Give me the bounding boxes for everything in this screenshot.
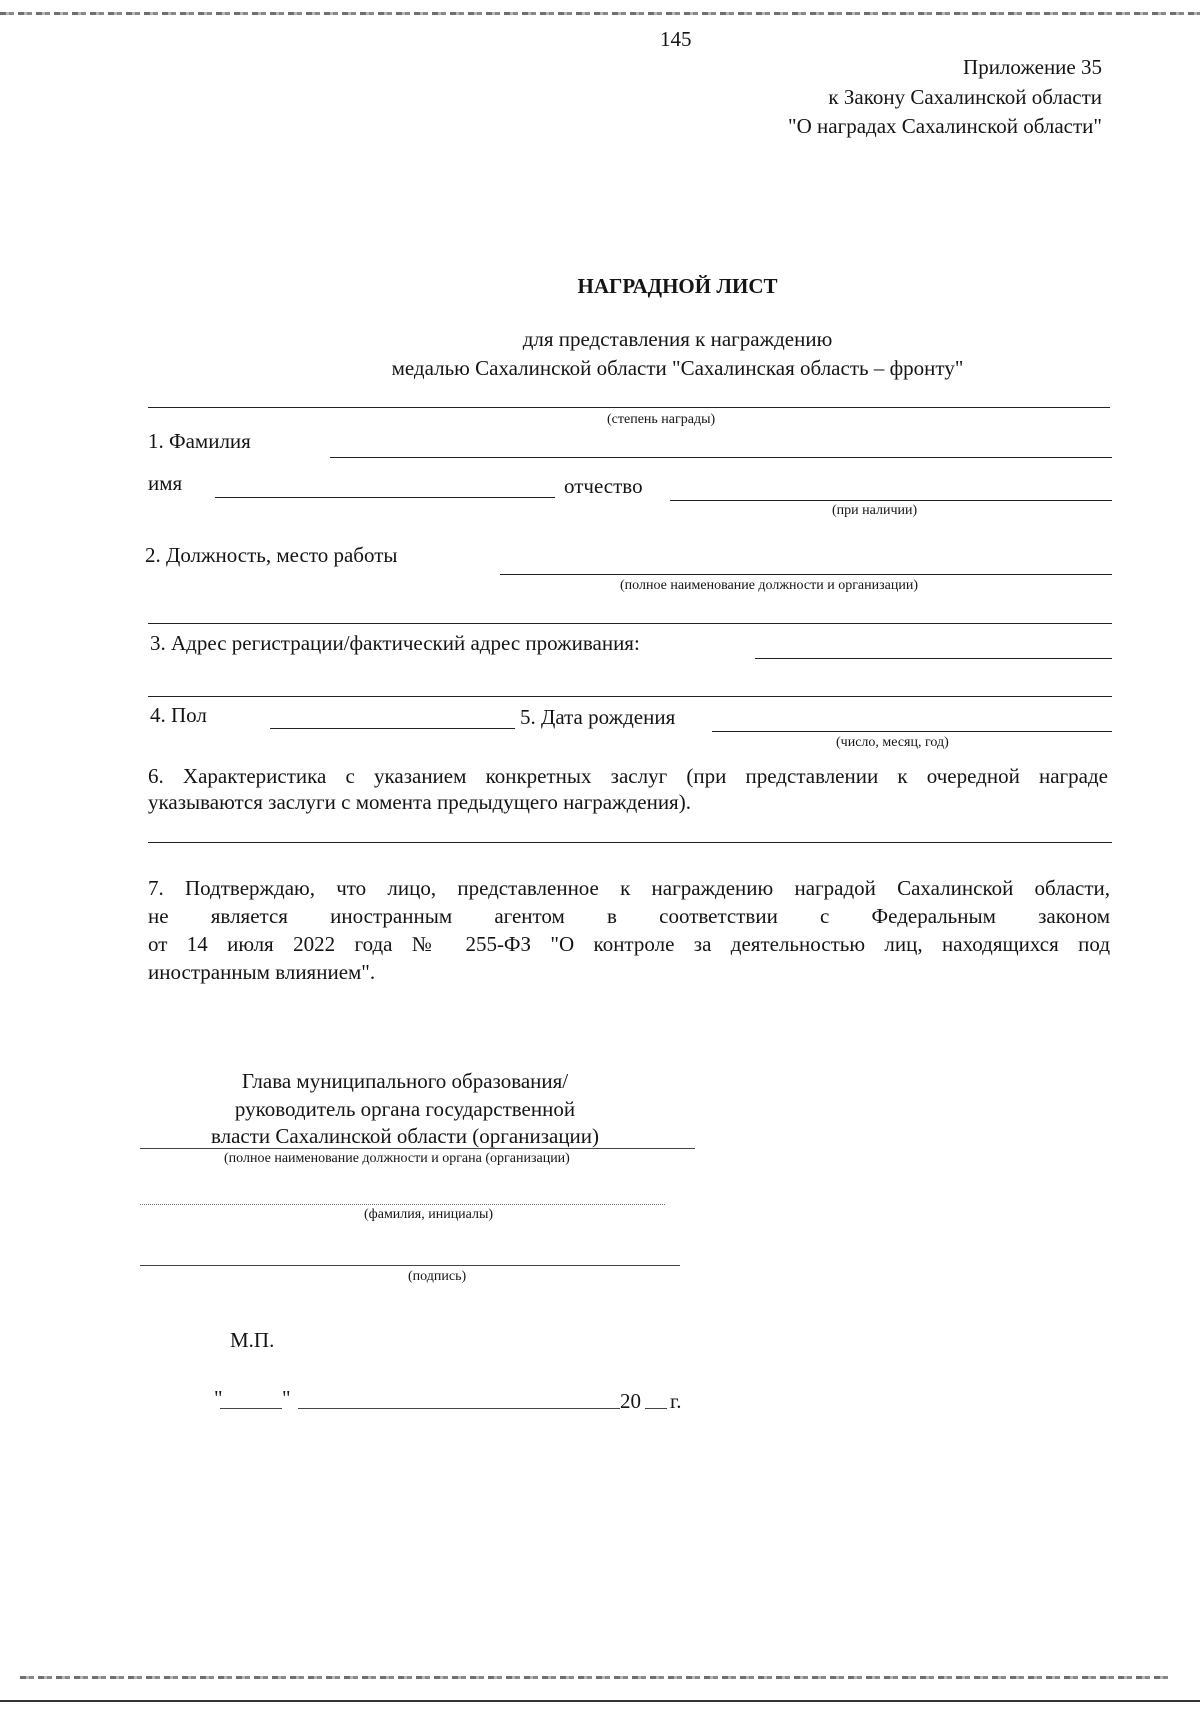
sex-line[interactable]	[270, 728, 515, 729]
signatory-line-2: руководитель органа государственной	[234, 1097, 576, 1121]
name-label: имя	[148, 471, 183, 495]
appendix-line-1: Приложение 35	[963, 55, 1102, 79]
sex-label: 4. Пол	[150, 703, 207, 727]
address-line-2[interactable]	[148, 696, 1112, 697]
confirmation-line-1: 7. Подтверждаю, что лицо, представленное к награждению наградой Сахалинской области,	[148, 876, 1110, 900]
date-year-prefix: 20	[620, 1389, 641, 1413]
page-number: 145	[660, 27, 692, 51]
appendix-line-2: к Закону Сахалинской области	[828, 85, 1102, 109]
award-degree-line[interactable]	[148, 407, 1110, 408]
signatory-name-hint: (фамилия, инициалы)	[364, 1207, 494, 1222]
signatory-line-3: власти Сахалинской области (организации)	[210, 1124, 600, 1148]
scan-noise-bottom	[20, 1676, 1170, 1679]
page-title: НАГРАДНОЙ ЛИСТ	[577, 274, 778, 298]
date-quote-close: "	[282, 1386, 291, 1410]
signatory-line-1: Глава муниципального образования/	[241, 1069, 569, 1093]
birthdate-line[interactable]	[712, 731, 1112, 732]
signatory-signature-hint: (подпись)	[408, 1269, 467, 1284]
date-year-line[interactable]	[645, 1408, 667, 1409]
date-day-line[interactable]	[220, 1408, 282, 1409]
patronymic-label: отчество	[564, 474, 643, 498]
date-quote-open: "	[214, 1386, 223, 1410]
position-label: 2. Должность, место работы	[145, 543, 398, 567]
position-line[interactable]	[500, 574, 1112, 575]
date-month-line[interactable]	[298, 1408, 620, 1409]
address-line[interactable]	[755, 658, 1112, 659]
birthdate-label: 5. Дата рождения	[520, 705, 676, 729]
name-line[interactable]	[215, 497, 555, 498]
characteristic-line-2: указываются заслуги с момента предыдущего награждения).	[148, 790, 691, 814]
page-bottom-edge	[0, 1700, 1200, 1702]
surname-label: 1. Фамилия	[148, 429, 251, 453]
subtitle-line-1: для представления к награждению	[522, 327, 833, 351]
signatory-position-line[interactable]	[140, 1148, 695, 1149]
confirmation-line-2: не является иностранным агентом в соответствии с Федеральным законом	[148, 904, 1110, 928]
address-label: 3. Адрес регистрации/фактический адрес проживания:	[150, 631, 640, 655]
date-year-suffix: г.	[670, 1389, 682, 1413]
surname-line[interactable]	[330, 457, 1112, 458]
characteristic-line[interactable]	[148, 842, 1112, 843]
birthdate-hint: (число, месяц, год)	[836, 735, 949, 750]
confirmation-line-4: иностранным влиянием".	[148, 960, 376, 984]
position-hint: (полное наименование должности и организации)	[620, 578, 919, 593]
patronymic-line[interactable]	[670, 500, 1112, 501]
subtitle-line-2: медалью Сахалинской области "Сахалинская область – фронту"	[391, 356, 964, 380]
stamp-label: М.П.	[230, 1328, 275, 1352]
signatory-signature-line[interactable]	[140, 1265, 680, 1266]
signatory-name-line[interactable]	[140, 1204, 665, 1205]
appendix-line-3: "О наградах Сахалинской области"	[788, 114, 1102, 138]
patronymic-hint: (при наличии)	[832, 503, 918, 518]
scan-noise-top	[0, 12, 1200, 15]
characteristic-line-1: 6. Характеристика с указанием конкретных заслуг (при представлении к очередной награде	[148, 764, 1108, 788]
award-degree-hint: (степень награды)	[607, 412, 716, 427]
position-line-2[interactable]	[148, 623, 1112, 624]
confirmation-line-3: от 14 июля 2022 года № 255-ФЗ "О контроле за деятельностью лиц, находящихся под	[148, 932, 1110, 956]
signatory-position-hint: (полное наименование должности и органа (организации)	[224, 1151, 570, 1166]
